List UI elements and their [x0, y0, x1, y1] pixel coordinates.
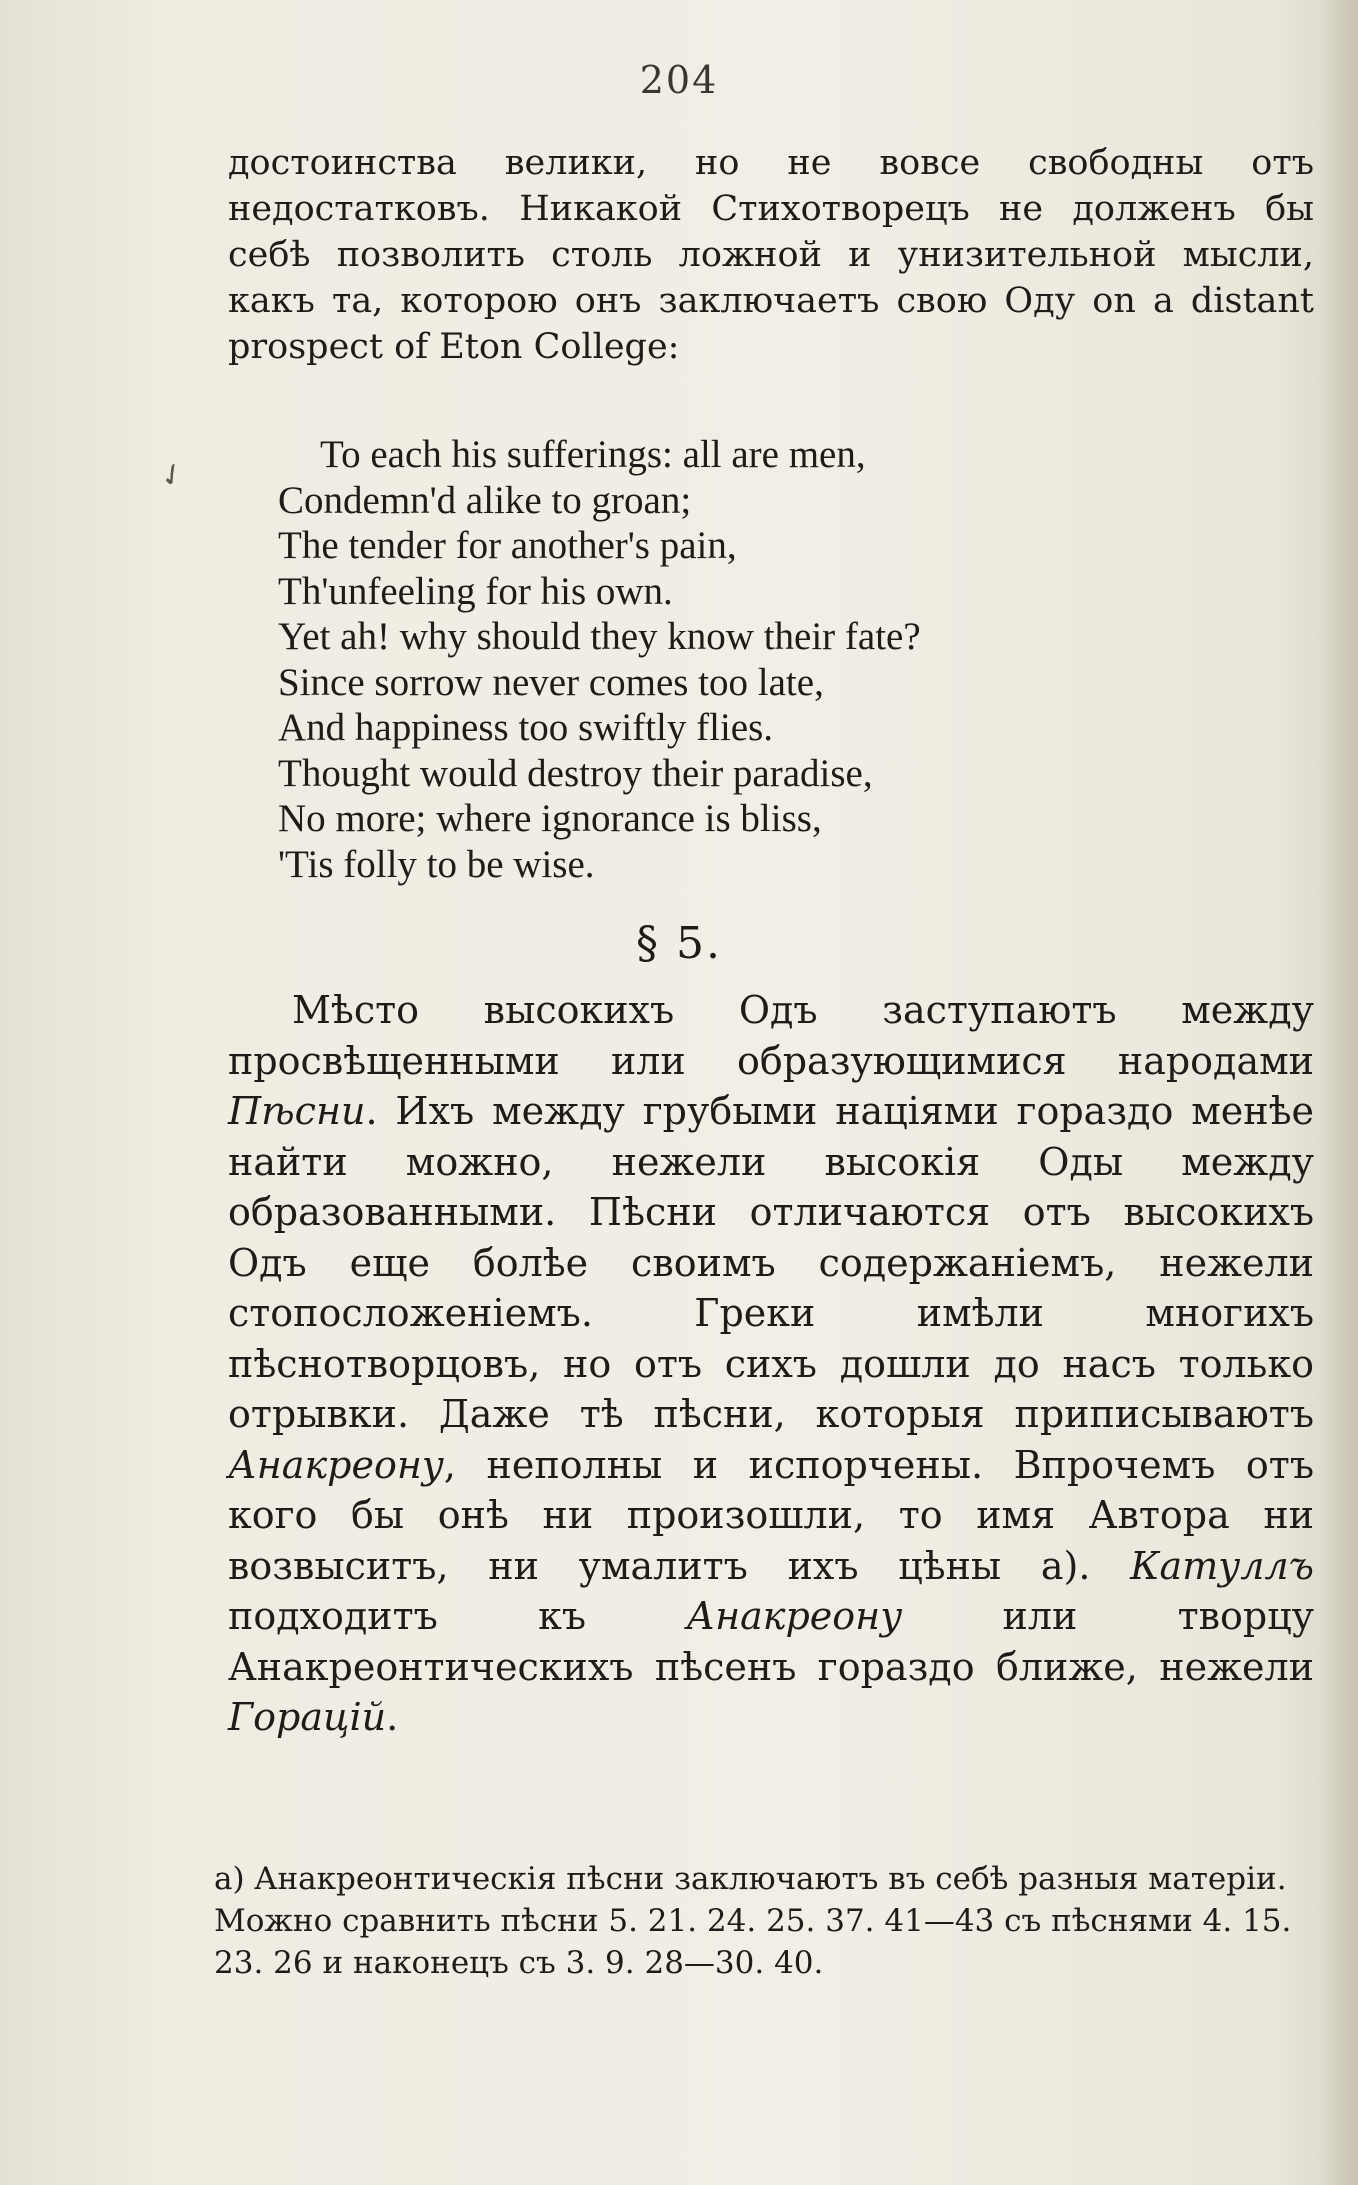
page-number: 204: [639, 58, 719, 102]
italic-term: Пѣсни: [228, 1089, 366, 1133]
italic-name: Анакреону: [228, 1442, 444, 1487]
footnote-marker: а): [214, 1861, 245, 1897]
main-text: или творцу Анакреонтическихъ пѣсенъ гораздо ближе, нежели: [228, 1594, 1314, 1689]
main-text: подходитъ къ: [228, 1594, 687, 1638]
italic-name: Анакреону: [686, 1594, 903, 1638]
italic-name: Горацій: [228, 1695, 387, 1739]
margin-mark: ✓: [152, 454, 193, 497]
footnote: [214, 1858, 1314, 1984]
poem-line: Thought would destroy their paradise,: [278, 751, 873, 795]
poem-line: Condemn'd alike to groan;: [278, 478, 692, 522]
main-text: .: [386, 1695, 399, 1739]
footnote-text: Анакреонтическія пѣсни заключаютъ въ себѣ разныя матеріи. Можно сравнить пѣсни 5. 21. 24. 25. 37. 41—43 съ пѣснями 4. 15. 23. 26 и наконецъ съ 3. 9. 28—30. 40.: [214, 1861, 1292, 1981]
poem-line: The tender for another's pain,: [278, 524, 737, 567]
italic-name: Катуллъ: [1130, 1543, 1314, 1588]
main-text: , неполны и испорчены. Впрочемъ отъ кого бы онѣ ни произошли, то имя Автора ни возвыситъ, ни умалитъ ихъ цѣны а).: [228, 1442, 1314, 1588]
main-text: Мѣсто высокихъ Одъ заступаютъ между просвѣщенными или образующимися народами: [228, 988, 1314, 1083]
page-edge-shadow: [1318, 0, 1358, 2185]
poem-quote: [278, 432, 1178, 887]
poem-line: And happiness too swiftly flies.: [278, 706, 774, 749]
main-text: . Ихъ между грубыми націями гораздо менѣе найти можно, нежели высокія Оды между образованными. Пѣсни отличаются отъ высокихъ Одъ еще болѣе своимъ содержаніемъ, нежели стопосложеніемъ. Греки имѣли многихъ пѣснотворцовъ, но отъ сихъ дошли до насъ только отрывки. Даже тѣ пѣсни, которыя приписываютъ: [228, 1089, 1314, 1436]
poem-line: Yet ah! why should they know their fate?: [278, 615, 921, 658]
poem-line: Th'unfeeling for his own.: [278, 569, 673, 613]
main-paragraph: [228, 985, 1314, 1743]
section-heading: § 5.: [636, 918, 722, 969]
top-paragraph: достоинства велики, но не вовсе свободны отъ недостатковъ. Никакой Стихотворецъ не долженъ бы себѣ позволить столь ложной и унизительной мысли, какъ та, которою онъ заключаетъ свою Оду on a distant prospect of Eton College:: [228, 143, 1314, 367]
poem-line: To each his sufferings: all are men,: [320, 433, 866, 476]
poem-line: No more; where ignorance is bliss,: [278, 797, 822, 840]
poem-line: 'Tis folly to be wise.: [278, 842, 595, 886]
poem-line: Since sorrow never comes too late,: [278, 660, 824, 704]
